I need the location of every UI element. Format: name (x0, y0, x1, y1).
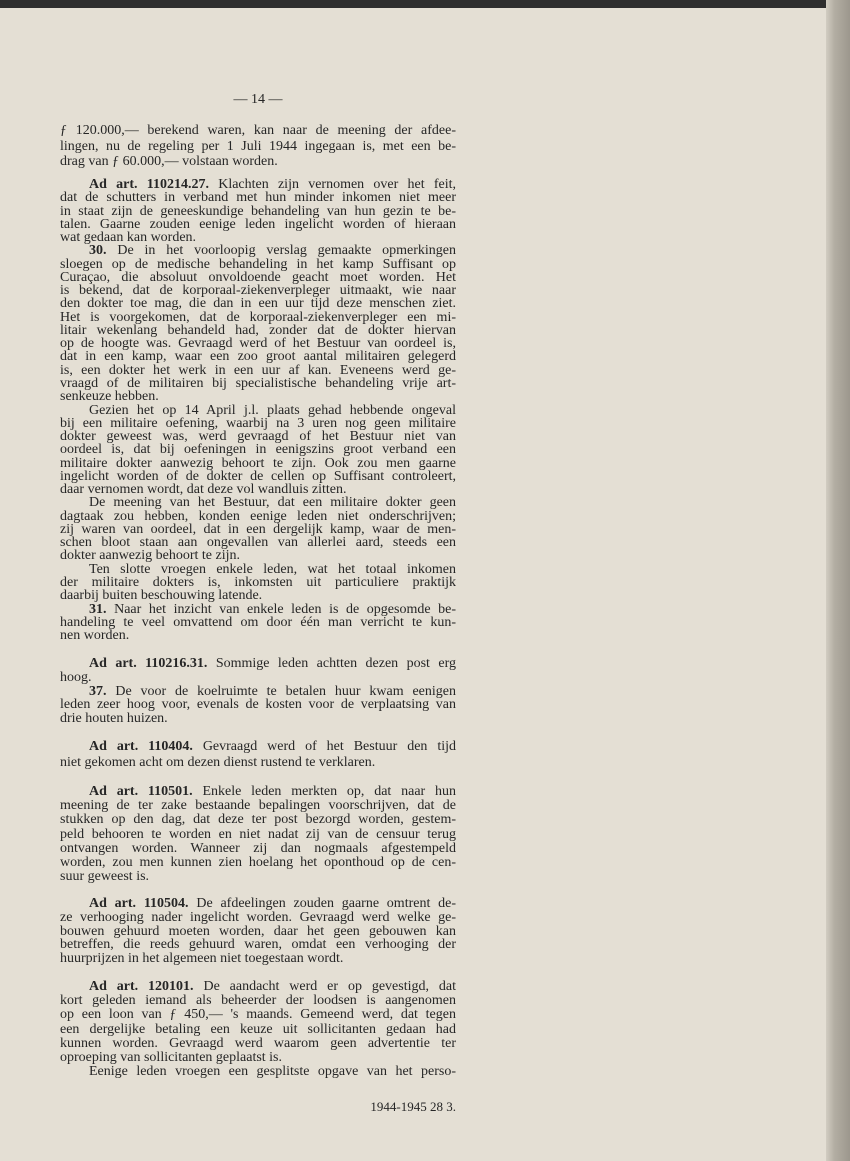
text-line: oordeel is, dat bij oefeningen in eenigszins groot verband een (60, 442, 456, 458)
text-line: schen bloot staan aan ongevallen van allerlei aard, steeds een (60, 535, 456, 551)
text-line: suur geweest is. (60, 869, 150, 885)
line-text: Naar het inzicht van enkele leden is de opgesomde be- (114, 601, 457, 617)
text-line: ze verhooging nader ingelicht worden. Gevraagd werd welke ge- (60, 909, 456, 925)
text-line: drag van ƒ 60.000,— volstaan worden. (60, 154, 278, 169)
text-line (60, 739, 456, 755)
text-line: senkeuze hebben. (60, 389, 159, 405)
text-line (60, 897, 456, 911)
line-text: Klachten zijn vernomen over het feit, (218, 177, 457, 192)
text-line: militaire dokter aanwezig behoort te zijn. Ook zou men gaarne (60, 455, 456, 471)
text-line: huurprijzen in het algemeen niet toegestaan wordt. (60, 951, 344, 966)
text-line: meening de ter zake bestaande bepalingen voorschrijven, dat de (60, 798, 456, 814)
article-reference: Ad art. 110404. (89, 739, 193, 754)
text-line: zij waren van oordeel, dat in een dergelijk kamp, waar de men- (60, 521, 456, 537)
text-line: stukken op den dag, dat deze ter post bezorgd worden, gestem- (60, 812, 456, 828)
text-line: daar vernomen wordt, dat deze vol wandluis zitten. (60, 482, 347, 498)
text-line: op een loon van ƒ 450,— 's maands. Gemeend werd, dat tegen (60, 1007, 456, 1023)
item-number: 30. (89, 243, 107, 259)
text-line: wat gedaan kan worden. (60, 230, 197, 246)
text-line: worden, zou men kunnen zien hoelang het oponthoud op de cen- (60, 854, 456, 870)
line-text: De in het voorloopig verslag gemaakte opmerkingen (117, 243, 456, 259)
text-line: talen. Gaarne zouden eenige leden ingelicht worden of hieraan (60, 216, 456, 232)
item-number: 31. (89, 601, 107, 617)
text-line: sloegen op de medische behandeling in het kamp Suffisant op (60, 256, 456, 272)
text-line: leden zeer hoog voor, evenals de kosten voor de verplaatsing van (60, 697, 456, 713)
text-line: drie houten huizen. (60, 711, 168, 726)
text-line: Eenige leden vroegen een gesplitste opgave van het perso- (89, 1064, 456, 1080)
article-reference: Ad art. 110501. (89, 784, 193, 799)
text-line: een dergelijke betaling een keuze uit sollicitanten gedaan had (60, 1021, 456, 1037)
text-line: kort geleden iemand als beheerder der loodsen is aangenomen (60, 993, 456, 1009)
text-line: bouwen gehuurd moeten worden, daar het geen gebouwen kan (60, 923, 456, 939)
text-line: niet gekomen acht om dezen dienst rustend te verklaren. (60, 755, 376, 770)
text-line: Gezien het op 14 April j.l. plaats gehad hebbende ongeval (89, 402, 456, 418)
paragraph-block (60, 980, 456, 1079)
text-line: ƒ 120.000,— berekend waren, kan naar de meening der afdee- (60, 123, 456, 138)
paragraph-block (60, 178, 456, 642)
text-line (60, 657, 456, 671)
item-number: 37. (89, 683, 107, 699)
text-line: ontvangen worden. Wanneer zij dan nogmaals afgestempeld (60, 840, 456, 856)
text-line (60, 785, 456, 799)
line-text: Gevraagd werd of het Bestuur den tijd (202, 739, 457, 754)
text-line: Curaçao, die absoluut onvoldoende geacht moet worden. Het (60, 269, 456, 285)
text-line: Ten slotte vroegen enkele leden, wat het totaal inkomen (89, 561, 456, 577)
text-line: is bekend, dat de korporaal-ziekenverpleger uitmaakt, wie naar (60, 283, 456, 299)
text-line: vraagd of de militairen bij specialistische behandeling vrije art- (60, 375, 456, 391)
text-line: kunnen worden. Gevraagd werd waarom geen advertentie ter (60, 1035, 456, 1051)
text-line: litair wekenlang behandeld had, zonder dat de dokter hiervan (60, 322, 456, 338)
line-text: Enkele leden merkten op, dat naar hun (202, 784, 457, 799)
text-line (60, 685, 456, 699)
text-line: bij een militaire oefening, waarbij na 3 uren nog geen militaire (60, 415, 456, 431)
paragraph-block (60, 785, 456, 884)
text-line: ingelicht worden of de dokter de cellen op Suffisant controleert, (60, 468, 456, 484)
text-line: daarbij buiten beschouwing latende. (60, 588, 263, 604)
page-number: — 14 — (233, 92, 283, 107)
text-line (60, 178, 456, 191)
article-reference: Ad art. 110216.31. (89, 656, 208, 671)
line-text: De afdeelingen zouden gaarne omtrent de- (196, 896, 457, 911)
article-reference: Ad art. 110214.27. (89, 177, 209, 192)
text-line: dokter aanwezig behoort te zijn. (60, 548, 240, 564)
text-line: in staat zijn de geneeskundige behandeling van hun gezin te be- (60, 203, 456, 219)
text-line: Het is voorgekomen, dat de korporaal-ziekenverpleger een mi- (60, 309, 456, 325)
text-line: dagtaak zou hebben, konden eenige leden niet onderschrijven; (60, 508, 456, 524)
paragraph-block (60, 123, 456, 170)
article-reference: Ad art. 120101. (89, 979, 194, 994)
text-line: dokter geweest was, werd gevraagd of het Bestuur niet van (60, 429, 456, 445)
text-line: den dokter toe mag, die dan in een uur tijd deze menschen ziet. (60, 296, 456, 312)
line-text: Sommige leden achtten dezen post erg (215, 656, 456, 671)
text-line: handeling te veel omvattend om door één man verricht te kun- (60, 614, 456, 630)
paragraph-block (60, 657, 456, 726)
text-line: is, een dokter het werk in een uur af kan. Eveneens werd ge- (60, 362, 456, 378)
article-reference: Ad art. 110504. (89, 896, 189, 911)
paragraph-block (60, 897, 456, 966)
print-code: 1944-1945 28 3. (370, 1099, 456, 1114)
text-line: betreffen, die reeds gehuurd waren, omdat een verhooging der (60, 937, 456, 953)
text-line: dat de schutters in verband met hun minder inkomen niet meer (60, 190, 456, 206)
scan-top-edge (0, 0, 850, 8)
line-text: De voor de koelruimte te betalen huur kwam eenigen (115, 683, 457, 699)
text-line: hoog. (60, 669, 92, 685)
scan-right-edge (826, 0, 850, 1161)
text-line (60, 244, 456, 257)
text-line: op de hoogte was. Gevraagd werd of het Bestuur van oordeel is, (60, 336, 456, 352)
text-line: De meening van het Bestuur, dat een militaire dokter geen (89, 495, 456, 511)
text-line: nen worden. (60, 628, 130, 644)
text-line: lingen, nu de regeling per 1 Juli 1944 ingegaan is, met een be- (60, 138, 456, 154)
text-line (60, 980, 456, 994)
text-line (60, 603, 456, 616)
text-line: der militaire dokters is, inkomsten uit particuliere praktijk (60, 574, 456, 590)
text-line: oproeping van sollicitanten geplaatst is. (60, 1049, 283, 1065)
paragraph-block (60, 739, 456, 771)
text-line: dat in een kamp, waar een zoo groot aantal militairen gelegerd (60, 349, 456, 365)
text-line: peld behooren te worden en niet nadat zij van de censuur terug (60, 826, 456, 842)
line-text: De aandacht werd er op gevestigd, dat (203, 979, 456, 994)
